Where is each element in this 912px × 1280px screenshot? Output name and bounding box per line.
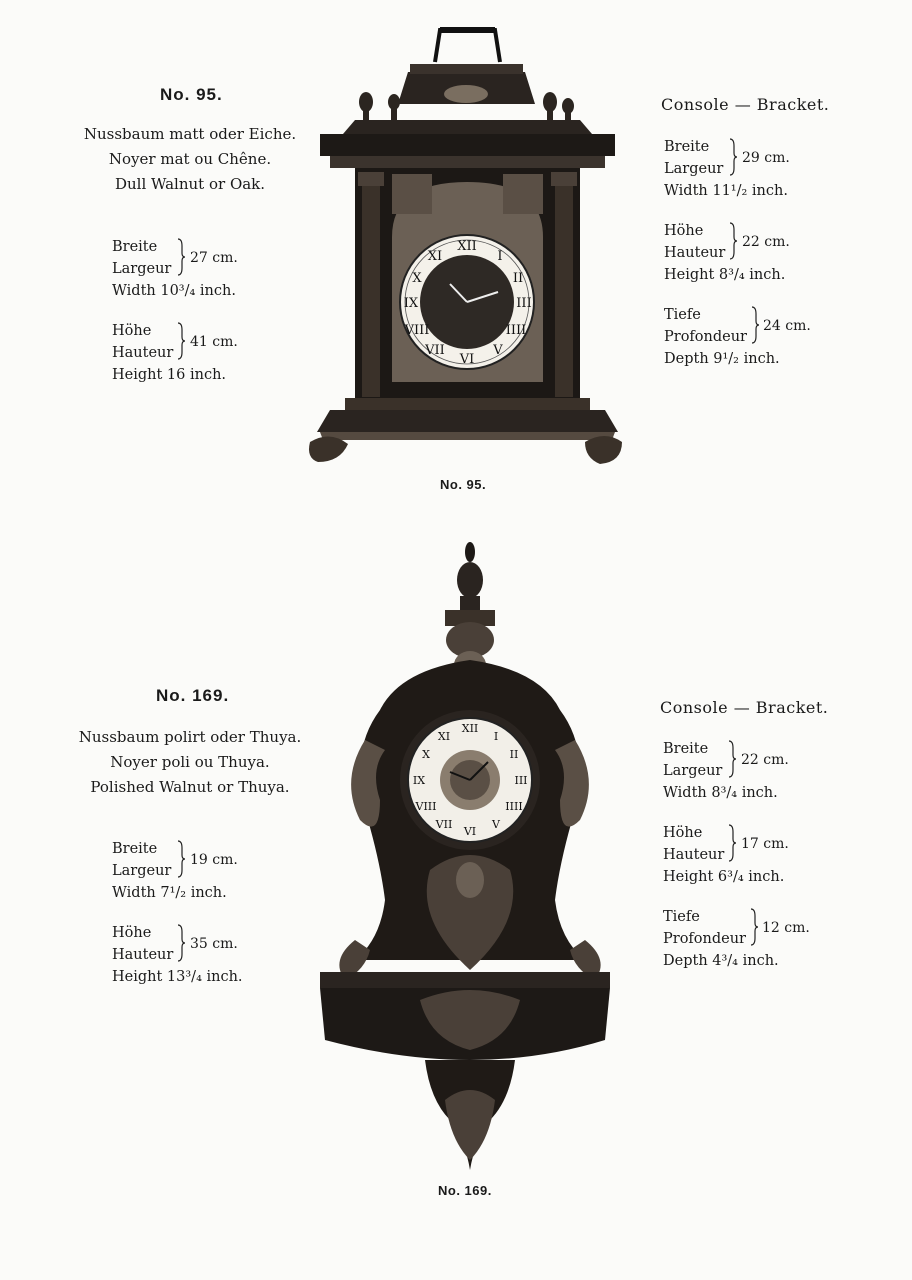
brace-icon [176, 322, 186, 360]
bracket-clock-illustration [300, 22, 630, 472]
dim-label-fr: Profondeur [664, 329, 747, 345]
brace-icon [749, 908, 759, 946]
svg-text:IX: IX [403, 296, 419, 311]
console-169-width-dimension [663, 738, 863, 808]
dim-label-fr: Largeur [663, 763, 723, 779]
material-line-fr: Noyer poli ou Thuya. [110, 753, 270, 771]
dim-label-de: Tiefe [664, 307, 701, 323]
dim-label-de: Höhe [112, 925, 152, 941]
item-169-number: No. 169. [156, 686, 230, 705]
item-169-materials [60, 725, 320, 800]
dim-label-de: Tiefe [663, 909, 700, 925]
svg-text:VI: VI [459, 352, 475, 367]
dim-label-fr: Hauteur [664, 245, 726, 261]
material-line-en: Polished Walnut or Thuya. [90, 778, 290, 796]
item-169-console-heading: Console — Bracket. [660, 698, 829, 717]
dim-cm: 27 cm. [190, 250, 238, 266]
console-169-depth-dimension [663, 906, 863, 976]
svg-text:XI: XI [427, 249, 443, 264]
svg-text:I: I [497, 249, 503, 264]
dim-inch: Width 7¹/₂ inch. [112, 885, 227, 901]
item-169-width-dimension [112, 838, 292, 908]
dim-inch: Width 10³/₄ inch. [112, 283, 236, 299]
svg-text:IIII: IIII [505, 323, 527, 338]
svg-text:VIII: VIII [404, 323, 430, 338]
console-95-height-dimension [664, 220, 864, 290]
dim-cm: 35 cm. [190, 936, 238, 952]
figure-caption-169: No. 169. [438, 1183, 492, 1198]
dim-label-de: Breite [112, 841, 158, 857]
item-95-materials [60, 122, 320, 197]
item-95-console-heading: Console — Bracket. [661, 95, 830, 114]
brace-icon [728, 222, 738, 260]
cartel-clock-illustration [310, 540, 620, 1180]
dim-label-fr: Hauteur [663, 847, 725, 863]
svg-text:VIII: VIII [415, 800, 437, 813]
dim-cm: 29 cm. [742, 150, 790, 166]
svg-text:II: II [509, 748, 519, 761]
svg-text:VII: VII [435, 818, 453, 831]
console-95-width-dimension [664, 136, 864, 206]
svg-text:XI: XI [437, 730, 451, 743]
dim-inch: Depth 4³/₄ inch. [663, 953, 779, 969]
svg-text:XII: XII [457, 239, 477, 254]
brace-icon [727, 824, 737, 862]
dim-label-fr: Largeur [664, 161, 724, 177]
svg-text:V: V [493, 343, 503, 358]
brace-icon [728, 138, 738, 176]
brace-icon [750, 306, 760, 344]
dim-inch: Height 6³/₄ inch. [663, 869, 785, 885]
console-95-depth-dimension [664, 304, 864, 374]
dim-label-de: Höhe [663, 825, 703, 841]
dim-inch: Height 16 inch. [112, 367, 227, 383]
dim-label-fr: Largeur [112, 261, 172, 277]
brace-icon [727, 740, 737, 778]
dim-cm: 41 cm. [190, 334, 238, 350]
dim-inch: Depth 9¹/₂ inch. [664, 351, 780, 367]
svg-text:X: X [422, 748, 430, 761]
dim-label-de: Breite [663, 741, 709, 757]
svg-text:IIII: IIII [505, 800, 523, 813]
svg-text:V: V [492, 818, 500, 831]
item-95-number: No. 95. [160, 85, 223, 104]
dim-cm: 22 cm. [742, 234, 790, 250]
item-95-height-dimension [112, 320, 292, 390]
brace-icon [176, 238, 186, 276]
dim-label-fr: Profondeur [663, 931, 746, 947]
dim-inch: Width 11¹/₂ inch. [664, 183, 788, 199]
dim-inch: Width 8³/₄ inch. [663, 785, 778, 801]
dim-cm: 17 cm. [741, 836, 789, 852]
dim-label-fr: Largeur [112, 863, 172, 879]
svg-text:XII: XII [461, 722, 479, 735]
dim-label-de: Höhe [664, 223, 704, 239]
brace-icon [176, 924, 186, 962]
figure-caption-95: No. 95. [440, 477, 487, 492]
material-line-de: Nussbaum polirt oder Thuya. [78, 728, 302, 746]
dim-label-fr: Hauteur [112, 947, 174, 963]
dim-cm: 19 cm. [190, 852, 238, 868]
svg-text:II: II [512, 271, 524, 286]
svg-text:III: III [516, 296, 532, 311]
material-line-de: Nussbaum matt oder Eiche. [83, 125, 297, 143]
dim-label-de: Breite [664, 139, 710, 155]
svg-text:X: X [412, 271, 422, 286]
dim-cm: 24 cm. [763, 318, 811, 334]
svg-text:I: I [493, 730, 499, 743]
svg-text:IX: IX [412, 774, 426, 787]
console-169-height-dimension [663, 822, 863, 892]
item-95-width-dimension [112, 236, 292, 306]
dim-cm: 22 cm. [741, 752, 789, 768]
item-169-height-dimension [112, 922, 292, 992]
brace-icon [176, 840, 186, 878]
svg-text:III: III [514, 774, 528, 787]
material-line-en: Dull Walnut or Oak. [114, 175, 266, 193]
dim-label-de: Höhe [112, 323, 152, 339]
dim-inch: Height 13³/₄ inch. [112, 969, 243, 985]
dim-label-fr: Hauteur [112, 345, 174, 361]
svg-text:VI: VI [463, 825, 477, 838]
material-line-fr: Noyer mat ou Chêne. [108, 150, 272, 168]
svg-text:VII: VII [425, 343, 445, 358]
dim-inch: Height 8³/₄ inch. [664, 267, 786, 283]
dim-label-de: Breite [112, 239, 158, 255]
dim-cm: 12 cm. [762, 920, 810, 936]
